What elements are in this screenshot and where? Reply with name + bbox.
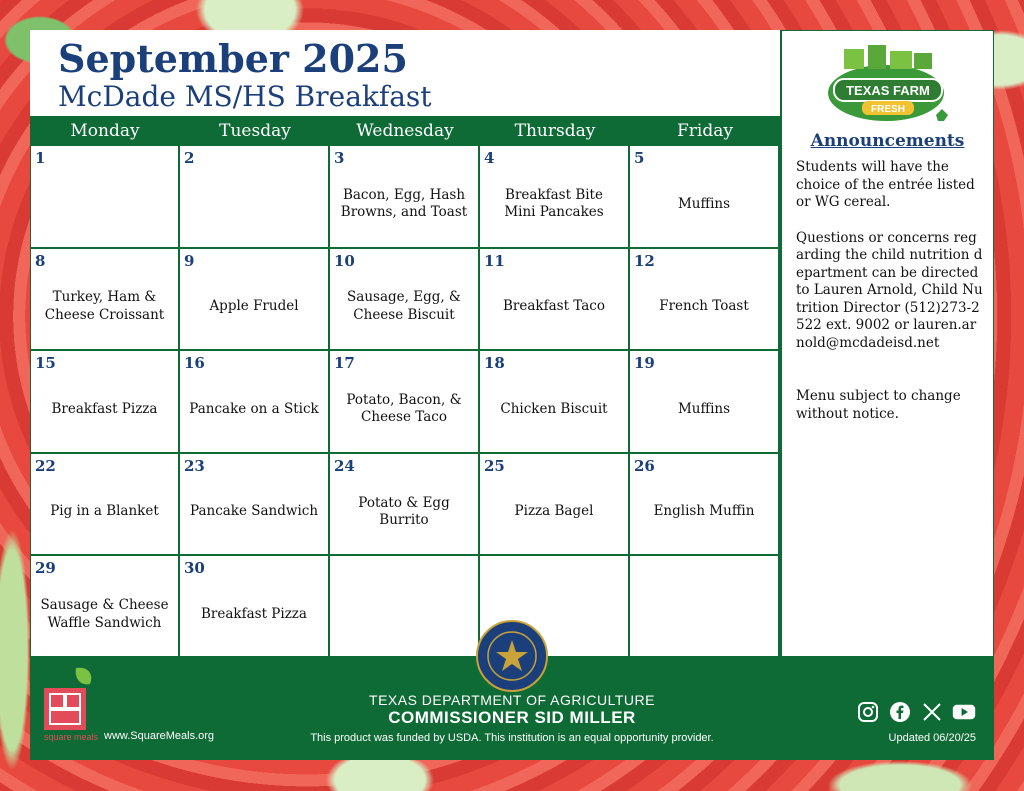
facebook-icon[interactable] <box>888 700 912 724</box>
day-cell <box>330 249 480 352</box>
logo-text-line1: TEXAS FARM <box>846 83 930 98</box>
day-cell <box>180 249 330 352</box>
weekday-tuesday: Tuesday <box>219 121 291 141</box>
menu-item: Breakfast Taco <box>503 298 605 315</box>
day-number: 8 <box>35 251 46 270</box>
day-cell <box>630 454 780 557</box>
day-cell <box>330 454 480 557</box>
day-number: 16 <box>184 354 205 373</box>
day-number: 29 <box>35 559 56 578</box>
menu-item <box>638 578 770 651</box>
texas-farm-fresh-logo <box>826 43 950 123</box>
announcement-paragraph: Menu subject to change without notice. <box>796 388 961 423</box>
day-cell-empty <box>630 556 780 659</box>
day-number: 17 <box>334 354 355 373</box>
menu-item: Breakfast Bite Mini Pancakes <box>504 186 604 221</box>
day-number: 18 <box>484 354 505 373</box>
day-number: 12 <box>634 251 655 270</box>
day-cell <box>480 351 630 454</box>
menu-item: Turkey, Ham & Cheese Croissant <box>44 289 165 323</box>
social-icons <box>856 700 976 724</box>
announcement-paragraph: Questions or concerns regarding the child nutrition department can be directed to Lauren Arnold, Child Nutrition Director (512)273-2522 ext. 9002 or lauren.arnold@mcdadeisd.net <box>796 229 983 351</box>
menu-item: Potato & Egg Burrito <box>358 494 450 529</box>
day-cell <box>30 351 180 454</box>
day-number: 3 <box>334 149 345 167</box>
announcements-body <box>796 159 983 442</box>
menu-item: Pancake on a Stick <box>189 400 319 417</box>
menu-item <box>188 168 320 241</box>
day-cell <box>480 249 630 352</box>
day-number: 26 <box>634 456 655 475</box>
day-cell-empty <box>330 556 480 659</box>
day-cell <box>630 351 780 454</box>
day-cell <box>630 146 780 249</box>
day-cell <box>180 146 330 249</box>
day-number: 25 <box>484 456 505 475</box>
day-cell <box>180 556 330 659</box>
menu-item: Muffins <box>677 400 731 417</box>
title-area <box>30 30 780 116</box>
instagram-icon[interactable] <box>856 700 880 724</box>
squaremeals-link[interactable]: www.SquareMeals.org <box>104 730 215 742</box>
day-number: 5 <box>634 149 645 167</box>
announcements-sidebar <box>780 30 994 656</box>
weekday-header <box>30 116 780 146</box>
calendar-grid <box>30 116 780 659</box>
day-number: 9 <box>184 251 195 270</box>
menu-item: Pancake Sandwich <box>189 503 319 520</box>
day-number: 15 <box>35 354 56 373</box>
day-cell <box>30 454 180 557</box>
square-meals-text: square meals <box>44 732 99 742</box>
day-number: 4 <box>484 149 495 167</box>
tda-seal-icon <box>476 620 548 692</box>
agency-line1: TEXAS DEPARTMENT OF AGRICULTURE <box>369 692 655 708</box>
menu-calendar <box>30 30 994 760</box>
day-cell <box>180 351 330 454</box>
menu-item: English Muffin <box>653 503 755 520</box>
menu-item: Sausage & Cheese Waffle Sandwich <box>40 597 169 631</box>
menu-item: Breakfast Pizza <box>51 400 158 417</box>
menu-item: Sausage, Egg, & Cheese Biscuit <box>347 289 461 323</box>
menu-item: Breakfast Pizza <box>201 605 307 622</box>
weekday-thursday: Thursday <box>514 121 596 141</box>
weekday-friday: Friday <box>677 121 733 141</box>
weekday-monday: Monday <box>70 121 140 141</box>
menu-item: Bacon, Egg, Hash Browns, and Toast <box>340 186 468 221</box>
day-cell <box>30 556 180 659</box>
menu-item: Pig in a Blanket <box>50 503 159 520</box>
menu-item: Apple Frudel <box>209 298 299 315</box>
announcement-paragraph: Students will have the choice of the entrée listed or WG cereal. <box>796 159 975 211</box>
weekday-wednesday: Wednesday <box>356 121 454 141</box>
updated-date: Updated 06/20/25 <box>888 732 976 744</box>
day-number: 23 <box>184 456 205 475</box>
x-icon[interactable] <box>920 700 944 724</box>
page-title: September 2025 <box>58 36 408 81</box>
day-number: 19 <box>634 354 655 373</box>
day-number: 2 <box>184 149 195 167</box>
day-cell <box>480 454 630 557</box>
menu-item <box>338 578 470 651</box>
day-cell <box>180 454 330 557</box>
footer <box>30 656 994 760</box>
day-cell <box>630 249 780 352</box>
usda-disclaimer: This product was funded by USDA. This institution is an equal opportunity provider. <box>310 732 714 744</box>
logo-text-line2: FRESH <box>871 104 905 115</box>
menu-item: French Toast <box>659 298 749 315</box>
agency-line2: COMMISSIONER SID MILLER <box>388 708 636 727</box>
day-number: 10 <box>334 251 355 270</box>
day-number: 30 <box>184 559 205 578</box>
page-subtitle: McDade MS/HS Breakfast <box>58 80 432 113</box>
menu-item: Pizza Bagel <box>514 503 594 520</box>
day-number: 11 <box>484 251 505 270</box>
day-cell <box>330 146 480 249</box>
menu-item: Potato, Bacon, & Cheese Taco <box>346 391 462 426</box>
day-number: 22 <box>35 456 56 475</box>
day-cell <box>30 249 180 352</box>
menu-item: Chicken Biscuit <box>500 400 608 417</box>
menu-item <box>39 168 170 241</box>
youtube-icon[interactable] <box>952 700 976 724</box>
announcements-title: Announcements <box>810 131 965 151</box>
menu-item: Muffins <box>677 195 731 212</box>
day-number: 1 <box>35 149 46 167</box>
calendar-weeks <box>30 146 780 659</box>
day-number: 24 <box>334 456 355 475</box>
day-cell <box>330 351 480 454</box>
day-cell <box>480 146 630 249</box>
day-cell <box>30 146 180 249</box>
